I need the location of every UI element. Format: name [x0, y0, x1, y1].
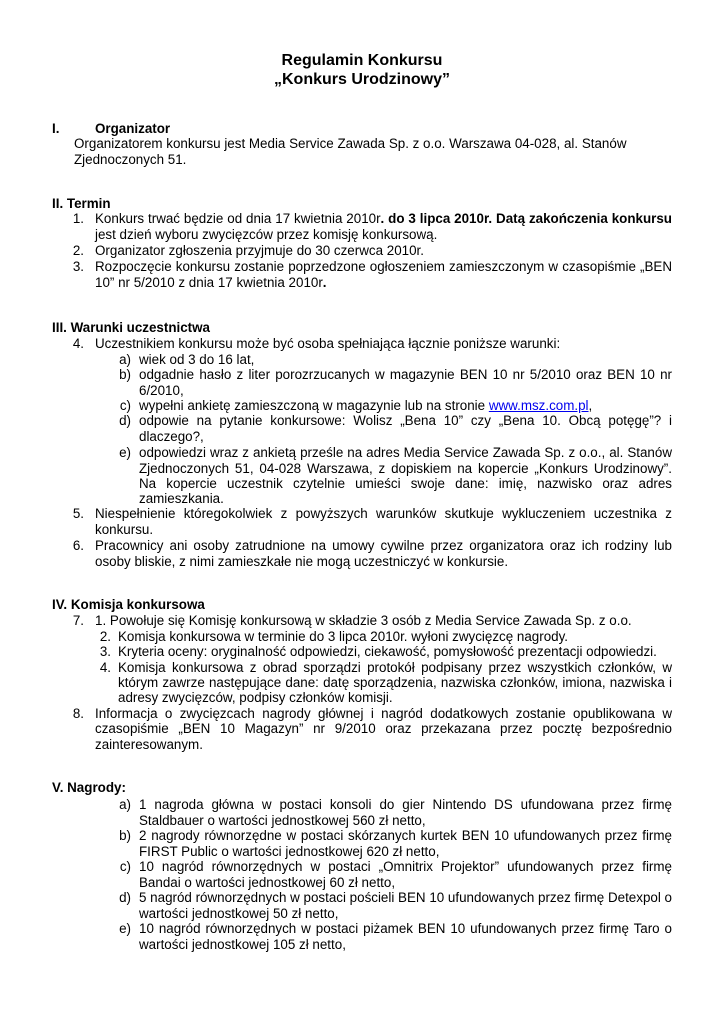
- list-item-line: Organizator zgłoszenia przyjmuje do 30 czerwca 2010r.: [95, 243, 424, 258]
- sublist-item-line: wartości jednostkowej 50 zł netto,: [139, 906, 339, 921]
- list-item-line: 10” nr 5/2010 z dnia 17 kwietnia 2010r.: [95, 275, 327, 290]
- list-item-line: Niespełnienie któregokolwiek z powyższych warunków skutkuje wykluczeniem uczestnika z: [95, 506, 672, 521]
- list-number: 6.: [72, 538, 84, 553]
- list-number: 7.: [72, 613, 84, 628]
- sublist-item-line: Zjednoczonych 51, 04-028 Warszawa, z dopiskiem na kopercie „Konkurs Urodzinowy”.: [139, 461, 672, 476]
- sublist-item-line: odpowie na pytanie konkursowe: Wolisz „Bena 10” czy „Bena 10. Obcą potęgę”? i: [139, 413, 672, 428]
- sublist-letter: c): [119, 398, 131, 413]
- sublist-item-line: 1 nagroda główna w postaci konsoli do gier Nintendo DS ufundowana przez firmę: [139, 797, 672, 812]
- list-item-line: Pracownicy ani osoby zatrudnione na umowy cywilne przez organizatora oraz ich rodziny lub: [95, 538, 672, 553]
- sublist-item-line: dlaczego?,: [139, 429, 204, 444]
- list-item-line: osoby bliskie, z nimi zamieszkałe nie mogą uczestniczyć w konkursie.: [95, 554, 509, 569]
- sublist-item-line: odpowiedzi wraz z ankietą prześle na adres Media Service Zawada Sp. z o.o., al. Stanów: [139, 445, 672, 460]
- list-item-line: adresy zwycięzców, podpisy członków komisji.: [118, 690, 393, 705]
- website-link[interactable]: www.msz.com.pl: [488, 398, 589, 413]
- list-item-line: Rozpoczęcie konkursu zostanie poprzedzone ogłoszeniem zamieszczonym w czasopiśmie „BEN: [95, 259, 672, 274]
- list-number: 4.: [99, 660, 111, 675]
- sublist-item-line: 10 nagród równorzędnych w postaci piżamek BEN 10 ufundowanych przez firmę Taro o: [139, 921, 672, 936]
- sublist-item-line: FIRST Public o wartości jednostkowej 620 zł netto,: [139, 844, 440, 859]
- sublist-letter: a): [119, 352, 131, 367]
- sublist-item-line: 5 nagród równorzędnych w postaci pościeli BEN 10 ufundowanych przez firmę Detexpol o: [139, 890, 672, 905]
- sublist-letter: a): [119, 797, 131, 812]
- list-number: 2.: [99, 629, 111, 644]
- sublist-letter: e): [119, 921, 131, 936]
- list-number: 2.: [72, 243, 84, 258]
- document-subtitle: „Konkurs Urodzinowy”: [273, 71, 450, 88]
- sublist-letter: c): [119, 859, 131, 874]
- sublist-item-line: Staldbauer o wartości jednostkowej 560 zł netto,: [139, 813, 426, 828]
- list-item-line: 1. Powołuje się Komisję konkursową w składzie 3 osób z Media Service Zawada Sp. z o.o.: [95, 613, 632, 628]
- section-heading-komisja: IV. Komisja konkursowa: [52, 597, 205, 612]
- sublist-letter: d): [119, 413, 131, 428]
- sublist-letter: b): [119, 828, 131, 843]
- list-number: 3.: [72, 259, 84, 274]
- list-item-line: zainteresowanym.: [95, 737, 203, 752]
- list-item-line: Informacja o zwycięzcach nagrody głównej i nagród dodatkowych zostanie opublikowana w: [95, 706, 672, 721]
- sublist-item-line: Bandai o wartości jednostkowej 60 zł netto,: [139, 875, 396, 890]
- paragraph-line: Zjednoczonych 51.: [74, 152, 187, 167]
- list-item-line: jest dzień wyboru zwycięzców przez komisję konkursową.: [95, 227, 438, 242]
- sublist-item-line: 10 nagród równorzędnych w postaci „Omnitrix Projektor” ufundowanych przez firmę: [139, 859, 672, 874]
- sublist-item-line: odgadnie hasło z liter porozrzucanych w magazynie BEN 10 nr 5/2010 oraz BEN 10 nr: [139, 367, 672, 382]
- sublist-letter: e): [119, 445, 131, 460]
- list-number: 8.: [72, 706, 84, 721]
- sublist-item-line: wiek od 3 do 16 lat,: [139, 352, 255, 367]
- sublist-item-line: Na kopercie uczestnik czytelnie umieści swoje dane: imię, nazwisko oraz adres: [139, 476, 672, 491]
- sublist-item-line: zamieszkania.: [139, 491, 224, 506]
- document-title: Regulamin Konkursu: [281, 52, 443, 69]
- sublist-item-line: wypełni ankietę zamieszczoną w magazynie lub na stronie www.msz.com.pl,: [139, 398, 593, 413]
- section-number: I.: [52, 121, 60, 136]
- sublist-letter: d): [119, 890, 131, 905]
- section-heading-warunki: III. Warunki uczestnictwa: [52, 320, 210, 335]
- list-item-line: Kryteria oceny: oryginalność odpowiedzi, ciekawość, pomysłowość prezentacji odpowiedzi.: [118, 644, 657, 659]
- section-heading-termin: II. Termin: [52, 196, 111, 211]
- list-item-line: konkursu.: [95, 522, 154, 537]
- list-number: 1.: [72, 211, 84, 226]
- section-heading-organizator: Organizator: [95, 121, 171, 136]
- list-item-line: którym zawrze następujące dane: datę sporządzenia, nazwiska członków, imiona, nazwiska i: [118, 675, 672, 690]
- sublist-letter: b): [119, 367, 131, 382]
- list-item-line: Uczestnikiem konkursu może być osoba spełniająca łącznie poniższe warunki:: [95, 336, 561, 351]
- list-number: 3.: [99, 644, 111, 659]
- list-item-line: Konkurs trwać będzie od dnia 17 kwietnia 2010r. do 3 lipca 2010r. Datą zakończenia konkursu: [95, 211, 672, 226]
- section-heading-nagrody: V. Nagrody:: [52, 780, 126, 795]
- paragraph-line: Organizatorem konkursu jest Media Service Zawada Sp. z o.o. Warszawa 04-028, al. Stanów: [74, 136, 627, 151]
- list-item-line: czasopiśmie „BEN 10 Magazyn” nr 9/2010 oraz przekazana przez pocztę bezpośrednio: [95, 721, 672, 736]
- sublist-item-line: 6/2010,: [139, 383, 184, 398]
- list-number: 4.: [72, 336, 84, 351]
- sublist-item-line: wartości jednostkowej 105 zł netto,: [139, 937, 346, 952]
- sublist-item-line: 2 nagrody równorzędne w postaci skórzanych kurtek BEN 10 ufundowanych przez firmę: [139, 828, 672, 843]
- list-item-line: Komisja konkursowa w terminie do 3 lipca 2010r. wyłoni zwycięzcę nagrody.: [118, 629, 569, 644]
- list-item-line: Komisja konkursowa z obrad sporządzi protokół podpisany przez wszystkich członków, w: [118, 660, 672, 675]
- list-number: 5.: [72, 506, 84, 521]
